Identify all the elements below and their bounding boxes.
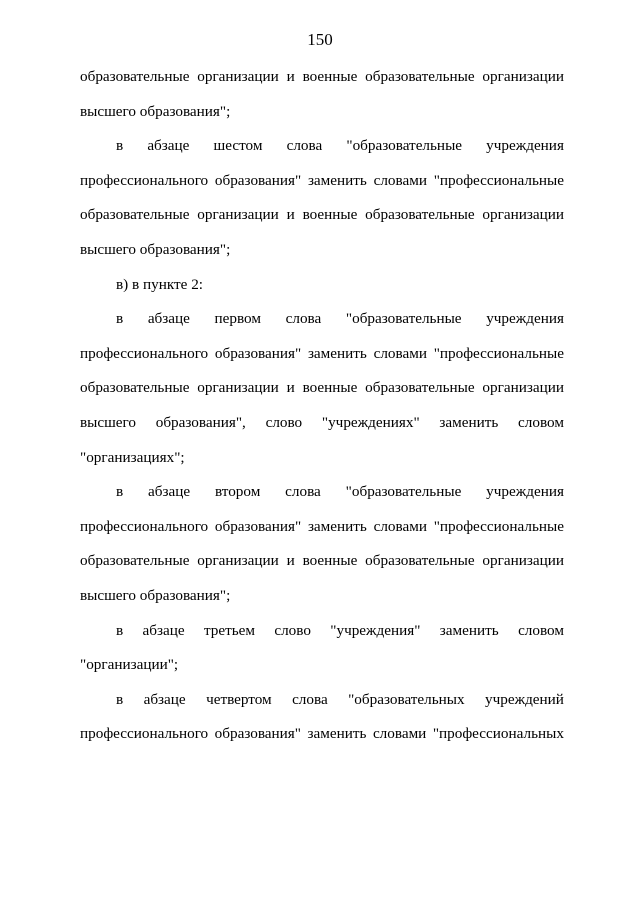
word: образовательные bbox=[365, 379, 475, 397]
word: слова bbox=[286, 137, 323, 155]
word: образования", bbox=[155, 414, 246, 431]
word: организации bbox=[197, 552, 279, 570]
word: словами bbox=[372, 725, 427, 743]
word: в bbox=[116, 690, 124, 708]
word: учреждения bbox=[486, 137, 564, 155]
word: профессионального bbox=[80, 171, 209, 189]
text-line bbox=[116, 308, 564, 330]
word: словами bbox=[373, 344, 427, 362]
word: "образовательные bbox=[345, 310, 462, 328]
word: "профессиональные bbox=[433, 171, 564, 189]
word: образовательные bbox=[365, 552, 475, 570]
word: словами bbox=[373, 517, 427, 535]
word: организации bbox=[482, 68, 564, 85]
word: первом bbox=[214, 310, 261, 328]
text-line bbox=[116, 620, 564, 642]
word: в bbox=[116, 483, 124, 501]
word: слова bbox=[292, 690, 328, 708]
word: организации bbox=[197, 379, 279, 397]
word: заменить bbox=[307, 344, 367, 362]
word: заменить bbox=[307, 171, 367, 189]
word: в bbox=[116, 310, 124, 328]
text-line bbox=[80, 516, 564, 538]
word: "образовательные bbox=[345, 483, 462, 501]
word: организации bbox=[197, 68, 279, 85]
word: учреждения bbox=[486, 310, 564, 328]
text-line bbox=[80, 66, 564, 88]
word: шестом bbox=[213, 137, 263, 155]
text-line: высшего образования"; bbox=[80, 241, 231, 258]
word: военные bbox=[302, 379, 358, 397]
word: третьем bbox=[203, 621, 256, 639]
text-line bbox=[80, 412, 564, 434]
word: слова bbox=[285, 310, 322, 328]
word: образования" bbox=[214, 171, 302, 189]
word: слово bbox=[274, 621, 311, 639]
word: образовательные bbox=[365, 206, 475, 224]
word: образовательные bbox=[80, 68, 190, 85]
text-line bbox=[80, 723, 564, 745]
text-line bbox=[116, 689, 564, 711]
word: заменить bbox=[439, 414, 499, 431]
word: "профессиональные bbox=[433, 517, 564, 535]
word: профессионального bbox=[80, 344, 209, 362]
text-line: "организации"; bbox=[80, 656, 179, 674]
word: военные bbox=[302, 206, 358, 224]
word: и bbox=[286, 379, 295, 397]
word: организации bbox=[197, 206, 279, 224]
word: профессионального bbox=[80, 517, 209, 535]
word: образовательные bbox=[80, 379, 190, 397]
text-line bbox=[80, 170, 564, 192]
word: заменить bbox=[307, 517, 367, 535]
word: "образовательных bbox=[348, 690, 465, 708]
word: и bbox=[286, 552, 295, 570]
word: учреждений bbox=[485, 690, 564, 708]
text-line bbox=[116, 481, 564, 503]
word: втором bbox=[214, 483, 261, 501]
word: четвертом bbox=[206, 690, 272, 708]
word: заменить bbox=[307, 725, 367, 743]
word: "профессиональные bbox=[433, 344, 564, 362]
word: заменить bbox=[439, 621, 499, 639]
word: образовательные bbox=[80, 206, 190, 224]
word: словом bbox=[518, 414, 564, 431]
word: образования" bbox=[214, 725, 301, 743]
word: военные bbox=[302, 552, 358, 570]
word: словами bbox=[373, 171, 427, 189]
text-line: высшего образования"; bbox=[80, 587, 231, 604]
word: "учреждения" bbox=[330, 621, 421, 639]
word: абзаце bbox=[147, 310, 190, 328]
word: организации bbox=[482, 379, 564, 397]
text-line: в) в пункте 2: bbox=[116, 275, 204, 293]
word: слово bbox=[265, 414, 303, 431]
word: и bbox=[286, 206, 295, 224]
text-line: "организациях"; bbox=[80, 448, 185, 466]
word: абзаце bbox=[143, 690, 186, 708]
word: слова bbox=[285, 483, 321, 501]
word: в bbox=[116, 137, 124, 155]
word: образования" bbox=[214, 344, 302, 362]
word: высшего bbox=[80, 414, 136, 431]
word: абзаце bbox=[148, 483, 191, 501]
word: "профессиональных bbox=[432, 725, 564, 743]
word: абзаце bbox=[142, 621, 185, 639]
word: учреждения bbox=[486, 483, 564, 501]
word: образовательные bbox=[80, 552, 190, 570]
word: "учреждениях" bbox=[321, 414, 420, 431]
text-line bbox=[80, 377, 564, 399]
word: и bbox=[286, 68, 295, 85]
word: "образовательные bbox=[346, 137, 463, 155]
word: организации bbox=[482, 206, 564, 224]
word: организации bbox=[482, 552, 564, 570]
word: в bbox=[116, 621, 124, 639]
text-line bbox=[80, 204, 564, 226]
text-line bbox=[116, 135, 564, 157]
text-line bbox=[80, 343, 564, 365]
text-line bbox=[80, 550, 564, 572]
word: военные bbox=[302, 68, 358, 85]
word: абзаце bbox=[147, 137, 190, 155]
word: образовательные bbox=[365, 68, 475, 85]
text-line: высшего образования"; bbox=[80, 102, 231, 120]
word: образования" bbox=[214, 517, 302, 535]
word: словом bbox=[518, 621, 564, 639]
word: профессионального bbox=[80, 725, 209, 743]
page-number: 150 bbox=[307, 30, 333, 49]
